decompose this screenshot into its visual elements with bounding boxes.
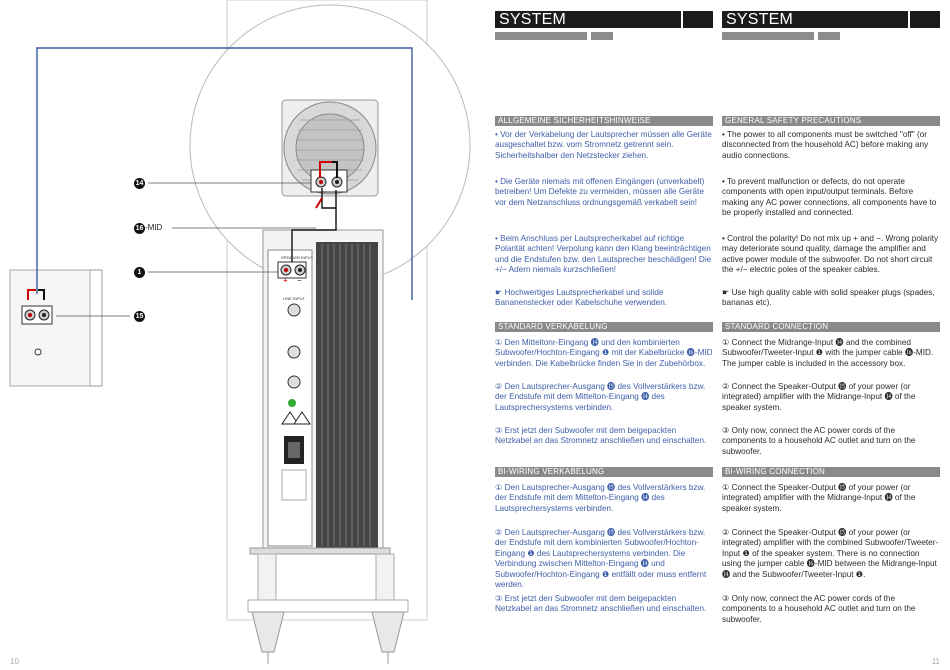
callout-1: 1: [134, 266, 145, 278]
header-en-bar: [722, 32, 814, 40]
en-std-3: ③ Only now, connect the AC power cords of the components to a household AC outlet and turn on the subwoofer.: [722, 426, 916, 456]
de-safety-2: • Die Geräte niemals mit offenen Eingängen (unverkabelt) betreiben! Um Defekte zu vermeiden, müssen alle Geräte vor dem Netzanschluss ordnungsgemäß verkabelt sein!: [495, 177, 705, 207]
de-safety-1: • Vor der Verkabelung der Lautsprecher müssen alle Geräte ausgeschaltet bzw. vom Stromnetz getrennt sein. Sicherheitshalber den Netzstecker ziehen.: [495, 130, 712, 160]
en-bi-1: ① Connect the Speaker-Output ⓯ of your power (or integrated) amplifier with the Midrange-Input ⓮ of the speaker system.: [722, 483, 916, 513]
header-de-block: [683, 11, 713, 28]
header-en: SYSTEM: [722, 11, 908, 28]
de-bi-2: ② Den Lautsprecher-Ausgang ⓯ des Vollverstärkers bzw. der Endstufe mit dem kombinierten Subwoofer/Hochton-Eingang ❶ des Lautsprechersystems verbinden. Die Verbindung zwischen Mittelton-Eingang ⓮ und Subwoofer/Hochton-Eingang ❶ entfällt oder muss entfernt werden.: [495, 528, 707, 590]
de-bi-1: ① Den Lautsprecher-Ausgang ⓯ des Vollverstärkers bzw. der Endstufe mit dem Mittelton-Eingang ⓮ des Lautsprechersystems verbinden.: [495, 483, 706, 513]
de-safety-3: • Beim Anschluss per Lautsprecherkabel auf richtige Polarität achten! Verpolung kann den Klang beeinträchtigen und die Endstufen bzw. den Lautsprecher beschädigen! Die +/− Adern niemals kurzschließen!: [495, 234, 712, 275]
header-de: SYSTEM: [495, 11, 681, 28]
en-std-2: ② Connect the Speaker-Output ⓯ of your power (or integrated) amplifier with the Midrange-Input ⓮ of the speaker system.: [722, 382, 916, 412]
en-safety-3: • Control the polarity! Do not mix up + and −. Wrong polarity may deteriorate sound quality, damage the amplifier and active power module of the subwoofer. Do not short circuit the +/− electric poles of the speaker cables.: [722, 234, 939, 275]
header-de-bar-small: [591, 32, 613, 40]
en-bi-2: ② Connect the Speaker-Output ⓯ of your power (or integrated) amplifier with the combined Subwoofer/Tweeter-Input ❶ of the speaker system. There is no connection using the jumper cable ⓰-MID between the Midrange-Input ⓮ and the Subwoofer/Tweeter-Input ❶.: [722, 528, 939, 579]
line-input-label: LINE INPUT: [283, 296, 306, 301]
header-en-bar-small: [818, 32, 840, 40]
de-std-3: ③ Erst jetzt den Subwoofer mit dem beigepackten Netzkabel an das Stromnetz anschließen und einschalten.: [495, 426, 707, 446]
heatsink: [316, 242, 378, 548]
en-safety-1: • The power to all components must be switched "off" (or disconnected from the household AC) before making any audio connections.: [722, 130, 929, 160]
minus-label: −: [297, 276, 302, 285]
page-number-left: 10: [10, 657, 19, 666]
en-std-1: ① Connect the Midrange-Input ⓮ and the combined Subwoofer/Tweeter-Input ❶ with the jumper cable ⓰-MID. The jumper cable is included in the accessory box.: [722, 338, 934, 368]
page-number-right: 11: [931, 657, 940, 666]
en-safety-title: GENERAL SAFETY PRECAUTIONS: [722, 116, 940, 126]
de-bi-title: BI-WIRING VERKABELUNG: [495, 467, 713, 477]
en-safety-4: ☛ Use high quality cable with solid speaker plugs (spades, bananas etc).: [722, 288, 935, 308]
callout-16-mid: 16 -MID: [135, 223, 163, 232]
header-en-block: [910, 11, 940, 28]
en-bi-3: ③ Only now, connect the AC power cords of the components to a household AC outlet and turn on the subwoofer.: [722, 594, 916, 624]
de-bi-3: ③ Erst jetzt den Subwoofer mit dem beigepackten Netzkabel an das Stromnetz anschließen und einschalten.: [495, 594, 707, 614]
header-de-bar: [495, 32, 587, 40]
de-std-2: ② Den Lautsprecher-Ausgang ⓯ des Vollverstärkers bzw. der Endstufe mit dem Mittelton-Eingang ⓮ des Lautsprechersystems verbinden.: [495, 382, 706, 412]
plus-label: +: [283, 276, 288, 285]
callout-15: 15: [135, 313, 144, 320]
de-std-1: ① Den Mitteltonr-Eingang ⓮ und den kombinierten Subwoofer/Hochton-Eingang ❶ mit der Kabelbrücke ⓰-MID verbinden. Die Kabelbrücke finden Sie in der Zubehörbox.: [495, 338, 713, 368]
de-std-title: STANDARD VERKABELUNG: [495, 322, 713, 332]
de-safety-title: ALLGEMEINE SICHERHEITSHINWEISE: [495, 116, 713, 126]
en-bi-title: BI-WIRING CONNECTION: [722, 467, 940, 477]
de-safety-4: ☛ Hochwertiges Lautsprecherkabel und solide Bananenstecker oder Kabelschuhe verwenden.: [495, 288, 668, 308]
en-std-title: STANDARD CONNECTION: [722, 322, 940, 332]
speaker-input-label: SPEAKER INPUT: [281, 255, 314, 260]
en-safety-2: • To prevent malfunction or defects, do not operate components with open input/output terminals. Before making any AC power connections, all components have to be properly installed and connected.: [722, 177, 937, 218]
callout-14: 14: [135, 180, 144, 187]
amp-panel: [268, 250, 312, 546]
